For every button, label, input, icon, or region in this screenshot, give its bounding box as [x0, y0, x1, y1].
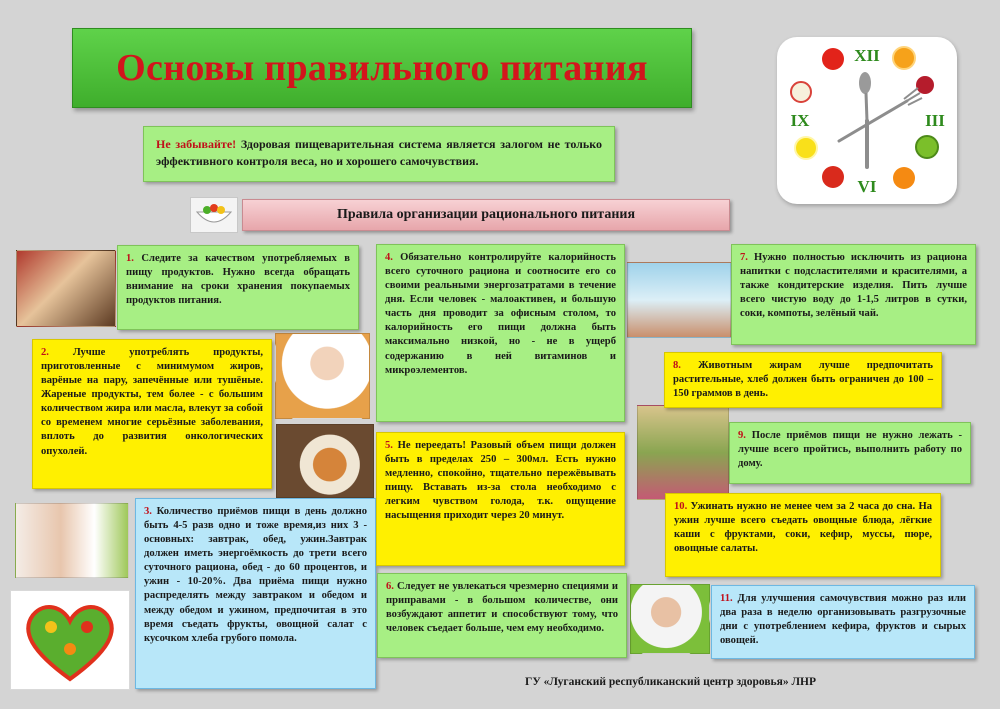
tip-text: После приёмов пищи не нужно лежать - лучше всего пройтись, выполнить работу по дому. [738, 430, 962, 470]
tip-text: Лучше употреблять продукты, приготовленные с минимумом жиров, варёные на пару, запечённые или тушёные. Жареные продукты, тем более - с большим количеством жира или масла, влекут за собой со временем многие серьёзные заболевания, вплоть до развития онкологических опухолей. [41, 347, 263, 457]
rules-heading [242, 199, 730, 231]
reminder-lead: Не забывайте! [156, 137, 237, 151]
tip-number: 2. [41, 347, 49, 358]
tip-number: 6. [386, 581, 394, 592]
woman-with-clock-photo [15, 503, 129, 578]
strawberry-icon [822, 48, 844, 70]
tip-text: Количество приёмов пищи в день должно быть 4-5 разв одно и тоже время,из них 3 - основных: завтрак, обед, ужин.Завтрак должен иметь энергоёмкость до трети всего суточного рациона, обед - до 60 процентов, и ужин - 10-20%. Два приёма пищи нужно распределять между завтраком и обедом и между обедом и ужином, предпочитая в это время съедать фрукты, овощной салат с кусочком хлеба грубого помола. [144, 506, 367, 644]
tip-number: 11. [720, 593, 733, 604]
orange-slice-icon [893, 47, 915, 69]
heart-icon [11, 591, 129, 689]
tip-number: 8. [673, 360, 681, 371]
reminder-text: Здоровая пищеварительная система является залогом не только эффективного контроля веса, но и хорошего самочувствия. [156, 137, 602, 169]
fork-hand-icon [839, 88, 922, 141]
tip-text: Животным жирам лучше предпочитать растительные, хлеб должен быть ограничен до 100 – 150 граммов в день. [673, 360, 933, 400]
tip-1 [117, 245, 359, 330]
people-drinking-water-photo [627, 262, 731, 338]
kiwi-slice-icon [916, 136, 938, 158]
tip-text: Следите за качеством употребляемых в пищу продуктов. Нужно всегда обращать внимание на сроки хранения покупаемых продуктов питания. [126, 253, 350, 307]
tomato-icon [822, 166, 844, 188]
tip-5 [376, 432, 625, 566]
tip-text: Нужно полностью исключить из рациона напитки с подсластителями и красителями, а также кондитерские изделия. Пить лучше всего чистую воду до 1-1,5 литров в сутки, соки, компоты, зелёный чай. [740, 252, 967, 320]
numeral-iii: III [925, 111, 945, 130]
fruit-heart-photo [10, 590, 130, 690]
reminder-note [143, 126, 615, 182]
lemon-slice-icon [795, 137, 817, 159]
tip-9 [729, 422, 971, 484]
salad-bowl-icon [190, 197, 238, 233]
apple-icon [791, 82, 811, 102]
tip-text: Следует не увлекаться чрезмерно специями и приправами - в большом количестве, они возбуждают аппетит и способствуют тому, что человек съедает больше, чем ему необходимо. [386, 581, 618, 635]
food-clock-illustration [777, 37, 957, 204]
numeral-xii: XII [854, 46, 880, 65]
tip-11 [711, 585, 975, 659]
tip-10 [665, 493, 941, 577]
tip-7 [731, 244, 976, 345]
tip-6 [377, 573, 627, 658]
family-walking-photo [637, 405, 729, 500]
tip-text: Обязательно контролируйте калорийность всего суточного рациона и соотносите его со своими реальными энергозатратами в течение дня. Если человек - малоактивен, и большую часть дня проводит за офисным столом, то калорийность его пищи должна быть максимально низкой, но - не в ущерб содержанию в ней витаминов и микроэлементов. [385, 252, 616, 376]
tip-8 [664, 352, 942, 408]
tip-number: 1. [126, 253, 134, 264]
rules-heading-text: Правила организации рационального питания [336, 207, 636, 222]
numeral-vi: VI [857, 177, 877, 196]
tip-number: 5. [385, 440, 393, 451]
tip-number: 9. [738, 430, 746, 441]
tip-2 [32, 339, 272, 489]
tip-number: 3. [144, 506, 152, 517]
spoon-hand-icon [859, 72, 871, 167]
plate-of-food-photo [276, 424, 374, 498]
footer-organization: ГУ «Луганский республиканский центр здоровья» ЛНР [525, 676, 816, 688]
tip-text: Не переедать! Разовый объем пищи должен быть в пределах 250 – 300мл. Есть нужно медленно, спокойно, тщательно пережёвывать пищу. Вставать из-за стола необходимо с легким чувством голода, т.к. ощущение насыщения приходит через 20 минут. [385, 440, 616, 522]
title-banner [72, 28, 692, 108]
orange-icon [893, 167, 915, 189]
tip-4 [376, 244, 625, 422]
woman-eating-salad-photo [630, 584, 710, 654]
tip-text: Для улучшения самочувствия можно раз или два раза в неделю организовывать разгрузочные дни с употреблением кефира, фруктов и сырых овощей. [720, 593, 966, 647]
tip-number: 10. [674, 501, 688, 512]
pomegranate-icon [916, 76, 934, 94]
food-clock [777, 37, 957, 204]
numeral-ix: IX [790, 111, 810, 130]
tip-text: Ужинать нужно не менее чем за 2 часа до сна. На ужин лучше всего съедать овощные блюда, лёгкие каши с фруктами, соки, кефир, муссы, пюре, овощные салаты. [674, 501, 932, 555]
page-title: Основы правильного питания [116, 47, 648, 89]
shopping-woman-photo [16, 250, 116, 327]
tip-3 [135, 498, 376, 689]
tip-number: 4. [385, 252, 393, 263]
tip-number: 7. [740, 252, 748, 263]
woman-with-food-photo [275, 333, 370, 419]
